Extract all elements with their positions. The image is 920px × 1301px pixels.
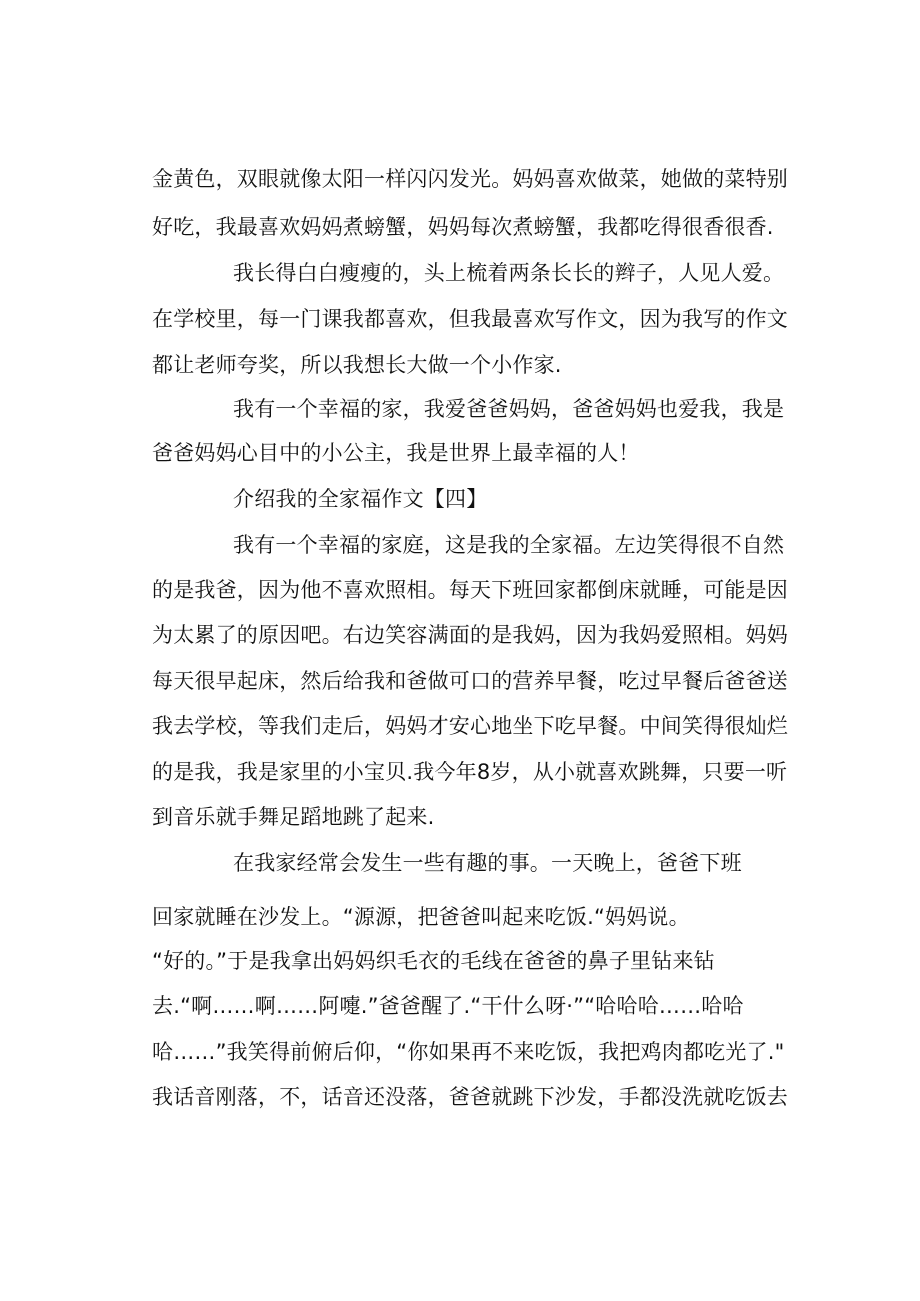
text-line-19: 去.“啊……啊……阿嚏.”爸爸醒了.“干什么呀·”“哈哈哈……哈哈 xyxy=(152,994,744,1018)
text-line-17: 回家就睡在沙发上。“源源，把爸爸叫起来吃饭.“妈妈说。 xyxy=(152,905,690,929)
text-line-14: 的是我，我是家里的小宝贝.我今年8岁，从小就喜欢跳舞，只要一听 xyxy=(152,760,788,784)
text-line-15: 到音乐就手舞足蹈地跳了起来. xyxy=(152,805,435,829)
text-line-16: 在我家经常会发生一些有趣的事。一天晚上，爸爸下班 xyxy=(233,851,742,875)
text-line-3: 我长得白白瘦瘦的，头上梳着两条长长的辫子，人见人爱。 xyxy=(233,261,785,285)
text-line-13: 我去学校，等我们走后，妈妈才安心地坐下吃早餐。中间笑得很灿烂 xyxy=(152,714,788,738)
text-line-10: 的是我爸，因为他不喜欢照相。每天下班回家都倒床就睡，可能是因 xyxy=(152,578,788,602)
text-line-9: 我有一个幸福的家庭，这是我的全家福。左边笑得很不自然 xyxy=(233,533,785,557)
text-line-2: 好吃，我最喜欢妈妈煮螃蟹，妈妈每次煮螃蟹，我都吃得很香很香. xyxy=(152,215,774,239)
text-line-4: 在学校里，每一门课我都喜欢，但我最喜欢写作文，因为我写的作文 xyxy=(152,307,788,331)
text-line-12: 每天很早起床，然后给我和爸做可口的营养早餐，吃过早餐后爸爸送 xyxy=(152,669,788,693)
text-line-21: 我话音刚落，不，话音还没落，爸爸就跳下沙发，手都没洗就吃饭去 xyxy=(152,1085,788,1109)
text-line-6: 我有一个幸福的家，我爱爸爸妈妈，爸爸妈妈也爱我，我是 xyxy=(233,397,785,421)
text-line-20: 哈……”我笑得前俯后仰，“你如果再不来吃饭，我把鸡肉都吃光了." xyxy=(152,1040,785,1064)
text-line-7: 爸爸妈妈心目中的小公主，我是世界上最幸福的人！ xyxy=(152,441,640,465)
text-line-18: “好的。”于是我拿出妈妈织毛衣的毛线在爸爸的鼻子里钻来钻 xyxy=(152,949,715,973)
text-line-5: 都让老师夸奖，所以我想长大做一个小作家. xyxy=(152,353,562,377)
section-heading: 介绍我的全家福作文【四】 xyxy=(233,487,488,511)
text-line-1: 金黄色，双眼就像太阳一样闪闪发光。妈妈喜欢做菜，她做的菜特别 xyxy=(152,167,788,191)
text-line-11: 为太累了的原因吧。右边笑容满面的是我妈，因为我妈爱照相。妈妈 xyxy=(152,623,788,647)
